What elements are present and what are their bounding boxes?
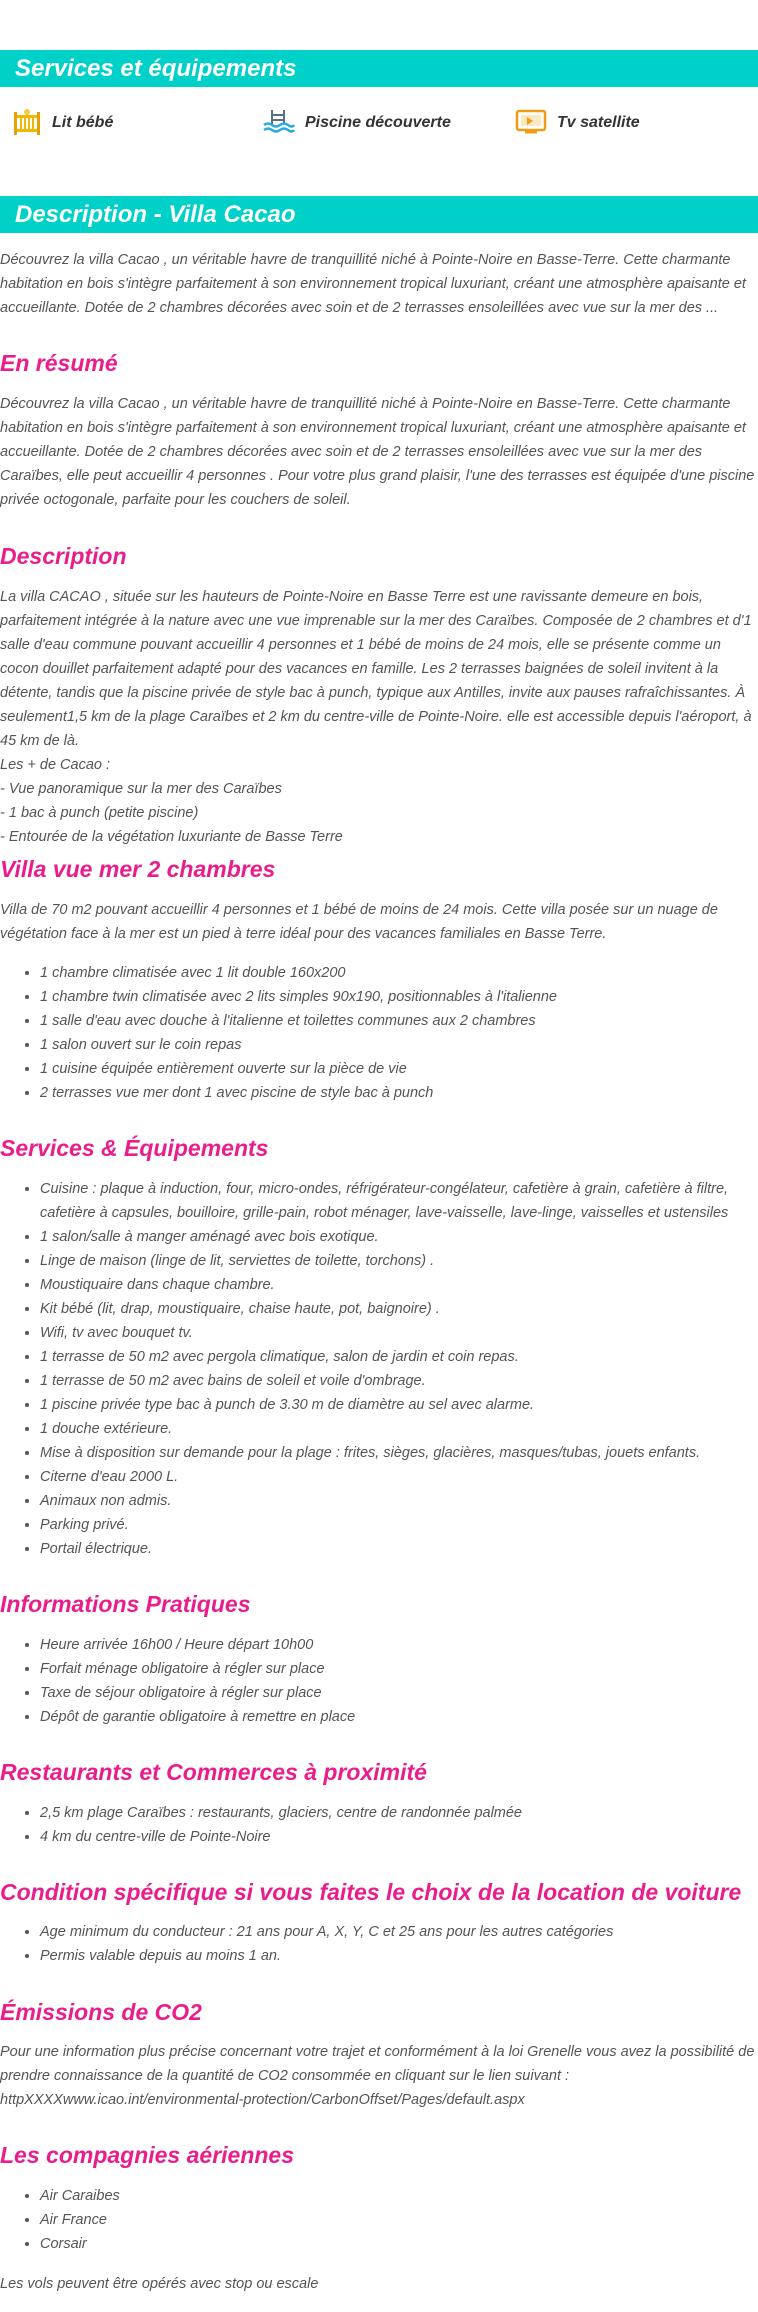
services-section-title: Services et équipements [15, 55, 297, 82]
description-section-title: Description - Villa Cacao [15, 201, 296, 228]
list-item: • Air Caraibes [40, 2184, 756, 2208]
description-heading: Description [0, 543, 127, 569]
list-item: • Linge de maison (linge de lit, serviettes de toilette, torchons) . [40, 1249, 756, 1273]
description-line: - Vue panoramique sur la mer des Caraïbes [0, 781, 282, 797]
description-body [0, 585, 756, 849]
description-text: La villa CACAO , située sur les hauteurs de Pointe-Noire en Basse Terre est une ravissante demeure en bois, parfaitement intégrée à la nature avec une vue imprenable sur la mer des Caraïbes. Composée de 2 chambres et d'1 salle d'eau commune pouvant accueillir 4 personnes et 1 bébé de moins de 24 mois, elle se présente comme un cocon douillet parfaitement adapté pour des vacances en famille. Les 2 terrasses baignées de soleil invitent à la détente, tandis que la piscine privée de style bac à punch, typique aux Antilles, invite aux pauses rafraîchissantes. À seulement1,5 km de la plage Caraïbes et 2 km du centre-ville de Pointe-Noire. elle est accessible depuis l'aéroport, à 45 km de là. [0, 589, 752, 749]
car-list [0, 1920, 756, 1968]
list-item: • 1 douche extérieure. [40, 1417, 756, 1441]
restaurants-heading: Restaurants et Commerces à proximité [0, 1759, 427, 1785]
list-item: • 2,5 km plage Caraïbes : restaurants, glaciers, centre de randonnée palmée [40, 1801, 756, 1825]
list-item: • 1 terrasse de 50 m2 avec pergola climatique, salon de jardin et coin repas. [40, 1345, 756, 1369]
list-item: • Portail électrique. [40, 1537, 756, 1561]
tv-icon [515, 107, 547, 140]
infos-heading: Informations Pratiques [0, 1591, 251, 1617]
list-item: • Moustiquaire dans chaque chambre. [40, 1273, 756, 1297]
amenity-crib [12, 108, 113, 138]
car-heading: Condition spécifique si vous faites le choix de la location de voiture [0, 1879, 742, 1905]
list-item: • 1 chambre twin climatisée avec 2 lits simples 90x190, positionnables à l'italienne [40, 985, 756, 1009]
list-item: • Age minimum du conducteur : 21 ans pour A, X, Y, C et 25 ans pour les autres catégories [40, 1920, 756, 1944]
services-heading: Services & Équipements [0, 1135, 269, 1161]
amenity-label: Piscine découverte [305, 114, 451, 131]
pool-icon [263, 107, 295, 140]
airlines-heading: Les compagnies aériennes [0, 2142, 295, 2168]
list-item: • Permis valable depuis au moins 1 an. [40, 1944, 756, 1968]
list-item: • 4 km du centre-ville de Pointe-Noire [40, 1825, 756, 1849]
list-item: • Wifi, tv avec bouquet tv. [40, 1321, 756, 1345]
resume-text: Découvrez la villa Cacao , un véritable havre de tranquillité niché à Pointe-Noire en Basse-Terre. Cette charmante habitation en bois s'intègre parfaitement à son environnement tropical luxuriant, créant une atmosphère apaisante et accueillante. Dotée de 2 chambres décorées avec soin et de 2 terrasses ensoleillées avec vue sur la mer des Caraïbes, elle peut accueillir 4 personnes . Pour votre plus grand plaisir, l'une des terrasses est équipée d'une piscine privée octogonale, parfaite pour les couchers de soleil. [0, 396, 755, 508]
list-item: • Air France [40, 2208, 756, 2232]
list-item: • Mise à disposition sur demande pour la plage : frites, sièges, glacières, masques/tubas, jouets enfants. [40, 1441, 756, 1465]
description-line: - Entourée de la végétation luxuriante de Basse Terre [0, 829, 343, 845]
list-item: • Cuisine : plaque à induction, four, micro-ondes, réfrigérateur-congélateur, cafetière à grain, cafetière à filtre, cafetière à capsules, bouilloire, grille-pain, robot ménager, lave-vaisselle, lave-linge, vaisselles et ustensiles [40, 1177, 756, 1225]
list-item: • Kit bébé (lit, drap, moustiquaire, chaise haute, pot, baignoire) . [40, 1297, 756, 1321]
restaurants-list [0, 1801, 756, 1849]
airlines-list [0, 2184, 756, 2256]
intro-text: Découvrez la villa Cacao , un véritable havre de tranquillité niché à Pointe-Noire en Basse-Terre. Cette charmante habitation en bois s'intègre parfaitement à son environnement tropical luxuriant, créant une atmosphère apaisante et accueillante. Dotée de 2 chambres décorées avec soin et de 2 terrasses ensoleillées avec vue sur la mer des ... [0, 252, 746, 316]
amenity-pool [263, 108, 451, 138]
services-list [0, 1177, 756, 1561]
co2-text: Pour une information plus précise concernant votre trajet et conformément à la loi Grenelle vous avez la possibilité de prendre connaissance de la quantité de CO2 consommée en cliquant sur le lien suivant : httpXXXXwww.icao.int/environmental-protection/CarbonOffset/Pages/default.aspx [0, 2044, 755, 2108]
list-item: • Heure arrivée 16h00 / Heure départ 10h00 [40, 1633, 756, 1657]
list-item: • 1 salle d'eau avec douche à l'italienne et toilettes communes aux 2 chambres [40, 1009, 756, 1033]
list-item: • 1 cuisine équipée entièrement ouverte sur la pièce de vie [40, 1057, 756, 1081]
list-item: • Dépôt de garantie obligatoire à remettre en place [40, 1705, 756, 1729]
list-item: • Animaux non admis. [40, 1489, 756, 1513]
services-section-bar [0, 50, 758, 87]
crib-icon [12, 107, 42, 140]
villa-heading: Villa vue mer 2 chambres [0, 856, 276, 882]
list-item: • 1 piscine privée type bac à punch de 3.30 m de diamètre au sel avec alarme. [40, 1393, 756, 1417]
amenity-label: Tv satellite [557, 114, 640, 131]
list-item: • 2 terrasses vue mer dont 1 avec piscine de style bac à punch [40, 1081, 756, 1105]
list-item: • Taxe de séjour obligatoire à régler sur place [40, 1681, 756, 1705]
resume-heading: En résumé [0, 350, 118, 376]
list-item: • 1 terrasse de 50 m2 avec bains de soleil et voile d'ombrage. [40, 1369, 756, 1393]
airlines-note: Les vols peuvent être opérés avec stop ou escale [0, 2276, 319, 2292]
list-item: • 1 salon ouvert sur le coin repas [40, 1033, 756, 1057]
description-line: - 1 bac à punch (petite piscine) [0, 805, 199, 821]
co2-heading: Émissions de CO2 [0, 1999, 202, 2025]
description-section-bar [0, 196, 758, 233]
villa-list [0, 961, 756, 1105]
list-item: • 1 salon/salle à manger aménagé avec bois exotique. [40, 1225, 756, 1249]
description-line: Les + de Cacao : [0, 757, 111, 773]
amenity-label: Lit bébé [52, 114, 114, 131]
list-item: • 1 chambre climatisée avec 1 lit double 160x200 [40, 961, 756, 985]
list-item: • Forfait ménage obligatoire à régler sur place [40, 1657, 756, 1681]
list-item: • Parking privé. [40, 1513, 756, 1537]
list-item: • Citerne d'eau 2000 L. [40, 1465, 756, 1489]
infos-list [0, 1633, 756, 1729]
list-item: • Corsair [40, 2232, 756, 2256]
amenity-tv [515, 108, 640, 138]
villa-text: Villa de 70 m2 pouvant accueillir 4 personnes et 1 bébé de moins de 24 mois. Cette villa posée sur un nuage de végétation face à la mer est un pied à terre idéal pour des vacances familiales en Basse Terre. [0, 902, 718, 942]
